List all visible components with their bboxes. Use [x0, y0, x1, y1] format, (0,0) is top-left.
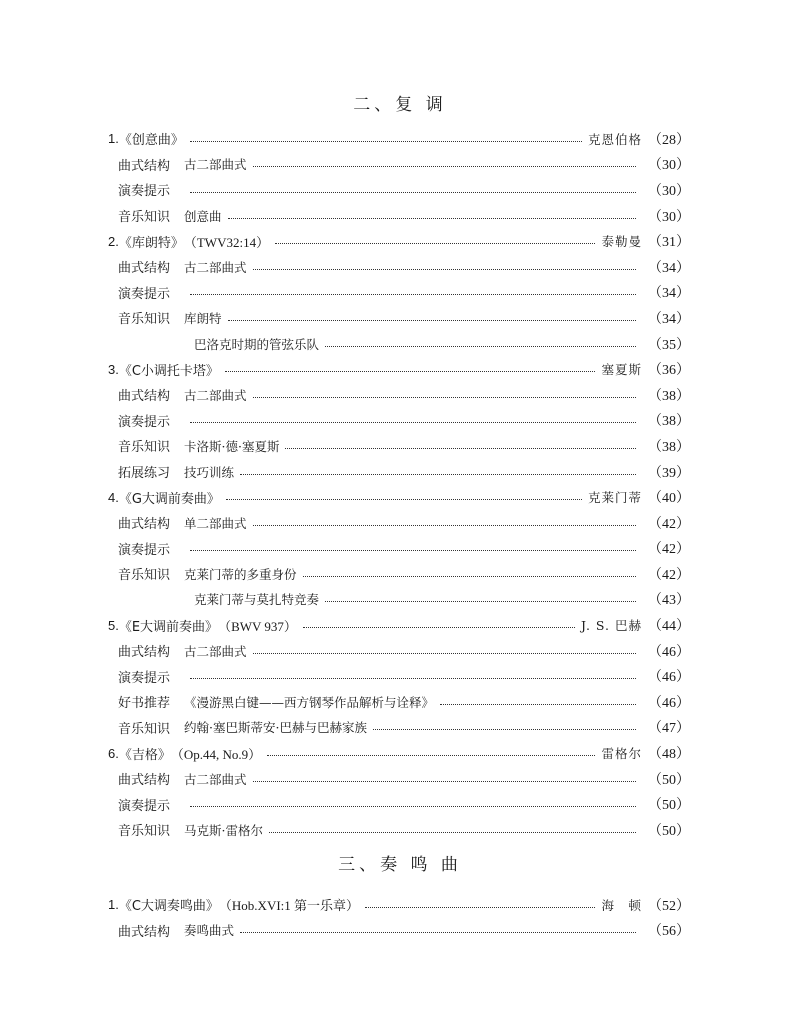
dot-leader — [240, 931, 636, 933]
entry-page: （42） — [648, 516, 690, 532]
entry-page: （35） — [648, 337, 690, 353]
entry-label: 音乐知识 — [118, 210, 171, 226]
dot-leader — [303, 626, 575, 628]
dot-leader — [253, 524, 636, 526]
entry-page: （43） — [648, 593, 690, 609]
entry-desc: 奏鸣曲式 — [184, 923, 235, 939]
dot-leader — [190, 293, 636, 295]
entry-label: 音乐知识 — [118, 568, 171, 584]
dot-leader — [226, 498, 582, 500]
dot-leader — [269, 831, 636, 833]
toc-piece-entry — [108, 740, 690, 766]
entry-desc: 古二部曲式 — [184, 771, 247, 787]
entry-page: （39） — [648, 465, 690, 481]
toc-sub-entry — [108, 766, 690, 792]
dot-leader — [253, 780, 636, 782]
entry-number: 2. — [108, 233, 119, 249]
dot-leader — [253, 396, 636, 398]
entry-label: 演奏提示 — [118, 798, 171, 814]
dot-leader — [253, 652, 636, 654]
dot-leader — [285, 447, 636, 449]
toc-piece-entry — [108, 126, 690, 152]
dot-leader — [303, 575, 636, 577]
entry-desc: 单二部曲式 — [184, 515, 247, 531]
entry-page: （42） — [648, 542, 690, 558]
entry-label: 音乐知识 — [118, 721, 171, 737]
entry-title: 《C小调托卡塔》 — [118, 363, 219, 379]
toc-list — [108, 892, 690, 943]
entry-label: 演奏提示 — [118, 414, 171, 430]
entry-catalog: （Hob.XVI:1 第一乐章） — [218, 898, 360, 914]
toc-list — [108, 126, 690, 843]
entry-number: 1. — [108, 131, 119, 147]
entry-label: 拓展练习 — [118, 466, 171, 482]
entry-page: （34） — [648, 286, 690, 302]
toc-sub-entry — [108, 254, 690, 280]
dot-leader — [440, 703, 636, 705]
entry-desc: 约翰·塞巴斯蒂安·巴赫与巴赫家族 — [184, 720, 367, 736]
entry-title: 《库朗特》 — [118, 235, 184, 251]
toc-sub-entry — [108, 817, 690, 843]
toc-sub-entry — [108, 587, 690, 613]
entry-page: （47） — [648, 721, 690, 737]
entry-page: （40） — [648, 491, 690, 507]
entry-page: （46） — [648, 644, 690, 660]
toc-sub-entry — [108, 536, 690, 562]
entry-label: 好书推荐 — [118, 696, 171, 712]
dot-leader — [365, 906, 595, 908]
entry-label: 曲式结构 — [118, 773, 171, 789]
entry-page: （38） — [648, 388, 690, 404]
toc-sub-entry — [108, 510, 690, 536]
toc-sub-entry — [108, 715, 690, 741]
entry-desc: 古二部曲式 — [184, 643, 247, 659]
entry-page: （52） — [648, 898, 690, 914]
section-title: 二、复 调 — [353, 95, 447, 115]
toc-sub-entry — [108, 663, 690, 689]
entry-page: （48） — [648, 747, 690, 763]
entry-composer: 雷格尔 — [601, 746, 642, 762]
entry-label: 演奏提示 — [118, 184, 171, 200]
toc-sub-entry — [108, 408, 690, 434]
dot-leader — [190, 191, 636, 193]
entry-title: 《创意曲》 — [118, 133, 184, 149]
entry-page: （28） — [648, 132, 690, 148]
toc-sub-entry — [108, 638, 690, 664]
entry-page: （34） — [648, 260, 690, 276]
entry-catalog: （Op.44, No.9） — [170, 746, 262, 762]
entry-page: （46） — [648, 695, 690, 711]
dot-leader — [190, 549, 636, 551]
entry-number: 1. — [108, 897, 119, 913]
entry-page: （30） — [648, 158, 690, 174]
entry-page: （30） — [648, 209, 690, 225]
entry-label: 曲式结构 — [118, 158, 171, 174]
entry-label: 音乐知识 — [118, 824, 171, 840]
entry-desc: 库朗特 — [184, 310, 222, 326]
entry-desc: 卡洛斯·德·塞夏斯 — [184, 438, 280, 454]
entry-page: （30） — [648, 183, 690, 199]
entry-desc: 古二部曲式 — [184, 157, 247, 173]
entry-catalog: （TWV32:14） — [183, 234, 270, 250]
entry-label: 音乐知识 — [118, 440, 171, 456]
entry-desc: 古二部曲式 — [184, 259, 247, 275]
toc-piece-entry — [108, 228, 690, 254]
entry-title: 《E大调前奏曲》 — [118, 619, 219, 635]
entry-number: 3. — [108, 361, 119, 377]
toc-sub-entry — [108, 152, 690, 178]
entry-composer: J. S. 巴赫 — [580, 618, 642, 634]
entry-desc: 马克斯·雷格尔 — [184, 822, 263, 838]
dot-leader — [190, 677, 636, 679]
entry-number: 5. — [108, 617, 119, 633]
dot-leader — [373, 728, 636, 730]
dot-leader — [228, 217, 636, 219]
dot-leader — [253, 165, 636, 167]
toc-piece-entry — [108, 484, 690, 510]
toc-piece-entry — [108, 612, 690, 638]
entry-page: （38） — [648, 439, 690, 455]
entry-page: （42） — [648, 567, 690, 583]
entry-title: 《C大调奏鸣曲》 — [118, 899, 219, 915]
entry-label: 曲式结构 — [118, 924, 171, 940]
entry-label: 演奏提示 — [118, 670, 171, 686]
entry-catalog: （BWV 937） — [218, 618, 297, 634]
entry-desc: 技巧训练 — [184, 464, 235, 480]
entry-page: （31） — [648, 235, 690, 251]
entry-title: 《G大调前奏曲》 — [118, 491, 220, 507]
entry-composer: 海 顿 — [601, 897, 642, 913]
entry-page: （50） — [648, 772, 690, 788]
dot-leader — [228, 319, 636, 321]
entry-label: 演奏提示 — [118, 542, 171, 558]
toc-sub-entry — [108, 459, 690, 485]
entry-desc: 《漫游黑白键——西方钢琴作品解析与诠释》 — [184, 694, 435, 710]
toc-sub-entry — [108, 382, 690, 408]
entry-desc: 巴洛克时期的管弦乐队 — [194, 336, 320, 352]
entry-page: （36） — [648, 363, 690, 379]
entry-desc: 古二部曲式 — [184, 387, 247, 403]
toc-piece-entry — [108, 892, 690, 918]
dot-leader — [225, 370, 596, 372]
entry-number: 6. — [108, 745, 119, 761]
toc-sub-entry — [108, 689, 690, 715]
entry-page: （56） — [648, 924, 690, 940]
entry-label: 曲式结构 — [118, 517, 171, 533]
entry-page: （50） — [648, 798, 690, 814]
dot-leader — [240, 473, 636, 475]
entry-page: （44） — [648, 619, 690, 635]
dot-leader — [325, 345, 636, 347]
entry-title: 《吉格》 — [118, 747, 171, 763]
dot-leader — [190, 805, 636, 807]
toc-sub-entry — [108, 280, 690, 306]
toc-sub-entry — [108, 203, 690, 229]
dot-leader — [190, 421, 636, 423]
section-title: 三、奏 鸣 曲 — [338, 855, 462, 875]
entry-number: 4. — [108, 489, 119, 505]
toc-sub-entry — [108, 561, 690, 587]
dot-leader — [253, 268, 636, 270]
dot-leader — [190, 140, 582, 142]
entry-composer: 塞夏斯 — [601, 362, 642, 378]
entry-page: （50） — [648, 823, 690, 839]
toc-sub-entry — [108, 305, 690, 331]
entry-desc: 克莱门蒂的多重身份 — [184, 566, 297, 582]
entry-label: 曲式结构 — [118, 261, 171, 277]
dot-leader — [267, 754, 595, 756]
entry-label: 曲式结构 — [118, 389, 171, 405]
entry-label: 演奏提示 — [118, 286, 171, 302]
toc-sub-entry — [108, 177, 690, 203]
dot-leader — [275, 242, 595, 244]
entry-page: （46） — [648, 670, 690, 686]
entry-page: （38） — [648, 414, 690, 430]
entry-composer: 泰勒曼 — [601, 234, 642, 250]
toc-sub-entry — [108, 331, 690, 357]
entry-composer: 克恩伯格 — [587, 131, 642, 147]
toc-piece-entry — [108, 356, 690, 382]
toc-sub-entry — [108, 918, 690, 944]
entry-composer: 克莱门蒂 — [587, 490, 642, 506]
entry-desc: 创意曲 — [184, 208, 222, 224]
entry-page: （34） — [648, 311, 690, 327]
toc-sub-entry — [108, 791, 690, 817]
dot-leader — [325, 600, 636, 602]
entry-label: 曲式结构 — [118, 645, 171, 661]
toc-sub-entry — [108, 433, 690, 459]
entry-desc: 克莱门蒂与莫扎特竞奏 — [194, 592, 320, 608]
entry-label: 音乐知识 — [118, 312, 171, 328]
